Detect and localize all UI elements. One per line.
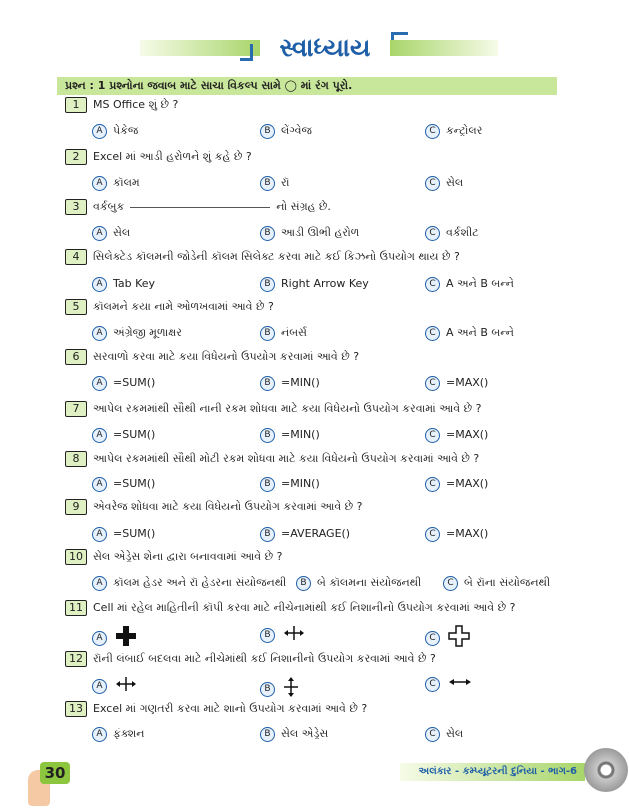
option-text: =SUM() <box>113 428 156 441</box>
option-text: સેલ <box>446 727 464 740</box>
option-6a[interactable] <box>92 375 155 391</box>
question-2 <box>65 149 252 165</box>
option-3b[interactable] <box>260 225 359 241</box>
answer-circle[interactable]: C <box>425 631 440 646</box>
option-13a[interactable] <box>92 726 144 742</box>
header <box>0 28 629 68</box>
option-1a[interactable] <box>92 123 138 139</box>
answer-circle[interactable]: A <box>92 176 107 191</box>
option-text: અંગ્રેજી મૂળાક્ષર <box>113 326 182 339</box>
option-8c[interactable] <box>425 476 488 492</box>
question-9 <box>65 499 363 515</box>
answer-circle[interactable]: B <box>260 428 275 443</box>
question-number: 8 <box>65 451 87 467</box>
option-2b[interactable] <box>260 175 290 191</box>
question-6 <box>65 349 359 365</box>
option-6c[interactable] <box>425 375 488 391</box>
question-text: રૉની લંબાઈ બદલવા માટે નીચેમાંથી કઈ નિશાનીનો ઉપયોગ કરવામાં આવે છે ? <box>93 652 436 665</box>
question-text: Excel માં ગણતરી કરવા માટે શાનો ઉપયોગ કરવામાં આવે છે ? <box>93 702 368 715</box>
option-13c[interactable] <box>425 726 463 742</box>
question-number: 9 <box>65 499 87 515</box>
question-text: MS Office શું છે ? <box>93 98 179 111</box>
answer-circle[interactable]: C <box>425 428 440 443</box>
option-text: વર્કશીટ <box>446 226 479 239</box>
option-10a[interactable] <box>92 575 286 591</box>
option-text: સેલ એડ્રેસ <box>281 727 329 740</box>
option-text: નંબર્સ <box>281 326 307 339</box>
answer-circle[interactable]: B <box>260 727 275 742</box>
option-4a[interactable] <box>92 276 155 292</box>
option-text: કૉલમ હેડર અને રૉ હેડરના સંયોજનથી <box>113 576 287 589</box>
answer-circle[interactable]: A <box>92 679 107 694</box>
question-text: આપેલ રકમમાંથી સૌથી મોટી રકમ શોધવા માટે કયા વિધેયનો ઉપયોગ કરવામાં આવે છે ? <box>93 452 480 465</box>
question-number: 6 <box>65 349 87 365</box>
option-12c[interactable] <box>425 676 472 693</box>
outline-plus-icon <box>448 625 470 652</box>
question-text: સરવાળો કરવા માટે કયા વિધેયનો ઉપયોગ કરવામાં આવે છે ? <box>93 350 360 363</box>
option-8b[interactable] <box>260 476 320 492</box>
question-number: 11 <box>65 600 87 616</box>
option-text: લેંગ્વેજ <box>281 124 312 137</box>
question-13 <box>65 701 367 717</box>
question-4 <box>65 249 460 265</box>
option-9c[interactable] <box>425 526 488 542</box>
option-text: A અને B બન્ને <box>446 277 514 290</box>
question-7 <box>65 401 481 417</box>
answer-circle[interactable]: A <box>92 277 107 292</box>
question-number: 12 <box>65 651 87 667</box>
option-text: Right Arrow Key <box>281 277 369 290</box>
page-number: 30 <box>40 762 70 784</box>
option-text: =MAX() <box>446 527 489 540</box>
question-text: એવરેજ શોધવા માટે કયા વિધેયનો ઉપયોગ કરવામાં આવે છે ? <box>93 500 363 513</box>
option-4c[interactable] <box>425 276 514 292</box>
question-1 <box>65 97 178 113</box>
answer-circle[interactable]: C <box>425 326 440 341</box>
question-text-after: નો સંગ્રહ છે. <box>276 200 331 213</box>
question-text: Excel માં આડી હરોળને શું કહે છે ? <box>93 150 252 163</box>
question-11 <box>65 600 515 616</box>
question-text: વર્કબુક <box>93 200 125 213</box>
option-2a[interactable] <box>92 175 140 191</box>
answer-circle[interactable]: B <box>296 576 311 591</box>
answer-circle[interactable]: B <box>260 376 275 391</box>
option-8a[interactable] <box>92 476 155 492</box>
answer-circle[interactable]: A <box>92 226 107 241</box>
option-text: બે કૉલમના સંયોજનથી <box>317 576 422 589</box>
option-text: =MIN() <box>281 428 320 441</box>
question-number: 3 <box>65 199 87 215</box>
horizontal-resize-arrow-icon <box>283 625 305 646</box>
question-text: કૉલમને કયા નામે ઓળખવામાં આવે છે ? <box>93 300 274 313</box>
answer-circle[interactable]: A <box>92 477 107 492</box>
option-7c[interactable] <box>425 427 488 443</box>
option-text: આડી ઊભી હરોળ <box>281 226 360 239</box>
answer-circle[interactable]: A <box>92 428 107 443</box>
option-text: કન્ટ્રોલર <box>446 124 483 137</box>
answer-circle[interactable]: B <box>260 628 275 643</box>
answer-circle[interactable]: B <box>260 682 275 697</box>
double-arrow-icon <box>448 676 472 693</box>
question-number: 1 <box>65 97 87 113</box>
question-text: આપેલ રકમમાંથી સૌથી નાની રકમ શોધવા માટે કયા વિધેયનો ઉપયોગ કરવામાં આવે છે ? <box>93 402 482 415</box>
option-text: Tab Key <box>113 277 156 290</box>
answer-circle[interactable]: A <box>92 124 107 139</box>
answer-circle[interactable]: C <box>425 277 440 292</box>
option-text: ફંક્શન <box>113 727 145 740</box>
option-text: સેલ <box>446 176 464 189</box>
option-6b[interactable] <box>260 375 320 391</box>
option-12b[interactable] <box>260 676 299 703</box>
instruction-band: પ્રશ્ન : 1 પ્રશ્નોના જવાબ માટે સાચા વિકલ્પ સામે ◯ માં રંગ પૂરો. <box>57 77 557 95</box>
option-text: =MAX() <box>446 477 489 490</box>
answer-circle[interactable]: B <box>260 124 275 139</box>
answer-circle[interactable]: A <box>92 326 107 341</box>
question-5 <box>65 299 274 315</box>
option-9b[interactable] <box>260 526 350 542</box>
option-13b[interactable] <box>260 726 328 742</box>
answer-circle[interactable]: A <box>92 631 107 646</box>
answer-circle[interactable]: C <box>425 376 440 391</box>
option-text: =SUM() <box>113 527 156 540</box>
answer-circle[interactable]: A <box>92 727 107 742</box>
option-text: =AVERAGE() <box>281 527 351 540</box>
fill-blank-line[interactable] <box>130 207 270 208</box>
option-text: કૉલમ <box>113 176 140 189</box>
answer-circle[interactable]: C <box>425 477 440 492</box>
header-bar-right <box>390 40 498 56</box>
option-text: સેલ <box>113 226 131 239</box>
option-11a[interactable] <box>92 625 137 652</box>
question-8 <box>65 451 479 467</box>
option-11b[interactable] <box>260 625 305 646</box>
answer-circle[interactable]: B <box>260 477 275 492</box>
option-10b[interactable] <box>296 575 421 591</box>
option-text: પેકેજ <box>113 124 139 137</box>
question-text: સેલ એડ્રેસ શેના દ્વારા બનાવવામાં આવે છે ? <box>93 550 283 563</box>
question-10 <box>65 549 282 565</box>
option-1b[interactable] <box>260 123 312 139</box>
answer-circle[interactable]: A <box>92 527 107 542</box>
cd-disc-icon <box>584 748 628 792</box>
answer-circle[interactable]: B <box>260 326 275 341</box>
option-4b[interactable] <box>260 276 369 292</box>
option-text: =SUM() <box>113 376 156 389</box>
question-number: 2 <box>65 149 87 165</box>
option-10c[interactable] <box>443 575 550 591</box>
option-5a[interactable] <box>92 325 182 341</box>
answer-circle[interactable]: C <box>425 677 440 692</box>
option-text: =MIN() <box>281 376 320 389</box>
answer-circle[interactable]: B <box>260 527 275 542</box>
option-text: રૉ <box>281 176 290 189</box>
option-text: =MIN() <box>281 477 320 490</box>
option-3c[interactable] <box>425 225 479 241</box>
question-3 <box>65 199 331 215</box>
option-5b[interactable] <box>260 325 307 341</box>
option-text: =MAX() <box>446 376 489 389</box>
option-text: બે રૉના સંયોજનથી <box>464 576 551 589</box>
option-9a[interactable] <box>92 526 155 542</box>
answer-circle[interactable]: C <box>425 527 440 542</box>
option-12a[interactable] <box>92 676 137 697</box>
horizontal-resize-arrow-icon <box>115 676 137 697</box>
option-2c[interactable] <box>425 175 463 191</box>
question-number: 10 <box>65 549 87 565</box>
header-hook-left <box>240 44 253 61</box>
answer-circle[interactable]: B <box>260 226 275 241</box>
answer-circle[interactable]: C <box>443 576 458 591</box>
option-7b[interactable] <box>260 427 320 443</box>
option-3a[interactable] <box>92 225 130 241</box>
vertical-resize-arrow-icon <box>283 676 299 703</box>
answer-circle[interactable]: A <box>92 576 107 591</box>
answer-circle[interactable]: C <box>425 727 440 742</box>
option-text: A અને B બન્ને <box>446 326 514 339</box>
answer-circle[interactable]: B <box>260 277 275 292</box>
option-text: =MAX() <box>446 428 489 441</box>
question-number: 7 <box>65 401 87 417</box>
option-11c[interactable] <box>425 625 470 652</box>
option-1c[interactable] <box>425 123 482 139</box>
answer-circle[interactable]: B <box>260 176 275 191</box>
question-number: 4 <box>65 249 87 265</box>
question-number: 5 <box>65 299 87 315</box>
answer-circle[interactable]: C <box>425 124 440 139</box>
answer-circle[interactable]: C <box>425 226 440 241</box>
question-text: સિલેક્ટેડ કૉલમની જોડેની કૉલમ સિલેક્ટ કરવા માટે કઈ કિઝનો ઉપયોગ થાય છે ? <box>93 250 460 263</box>
option-5c[interactable] <box>425 325 514 341</box>
footer-book-title: અલંકાર - કમ્પ્યૂટરની દુનિયા - ભાગ-6 <box>400 763 585 781</box>
question-12 <box>65 651 436 667</box>
thick-plus-icon <box>115 625 137 652</box>
question-number: 13 <box>65 701 87 717</box>
answer-circle[interactable]: C <box>425 176 440 191</box>
page-title: સ્વાધ્યાય <box>279 33 371 62</box>
question-text: Cell માં રહેલ માહિતીની કૉપી કરવા માટે નીચેનામાંથી કઈ નિશાનીનો ઉપયોગ કરવામાં આવે છે ? <box>93 601 516 614</box>
option-7a[interactable] <box>92 427 155 443</box>
answer-circle[interactable]: A <box>92 376 107 391</box>
option-text: =SUM() <box>113 477 156 490</box>
